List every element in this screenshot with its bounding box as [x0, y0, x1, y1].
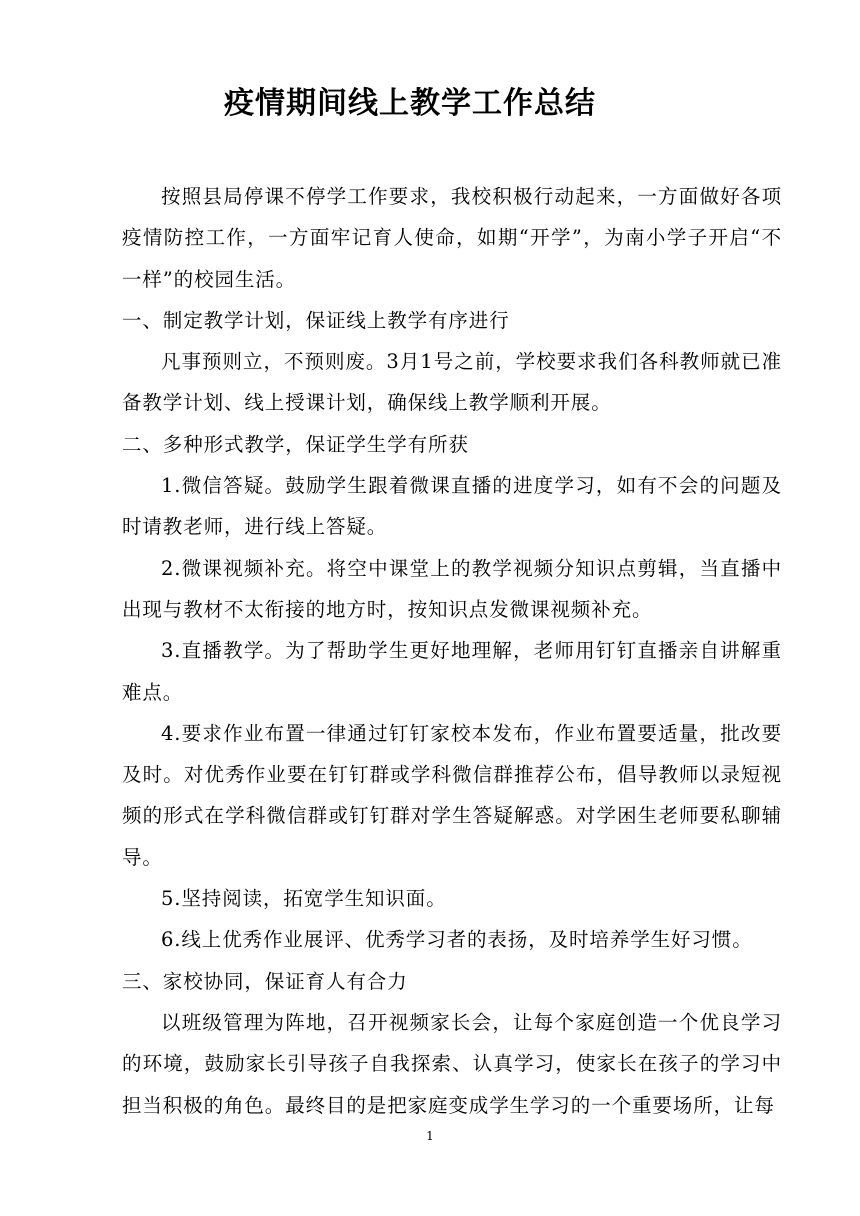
document-body	[122, 176, 782, 1126]
section-2-paragraph-3: 3.直播教学。为了帮助学生更好地理解，老师用钉钉直播亲自讲解重难点。	[122, 639, 782, 704]
section-2-paragraph-2: 2.微课视频补充。将空中课堂上的教学视频分知识点剪辑，当直播中出现与教材不太衔接的地方时，按知识点发微课视频补充。	[122, 556, 782, 621]
section-3-heading: 三、家校协同，保证育人有合力	[122, 969, 408, 993]
section-2-paragraph-1: 1.微信答疑。鼓励学生跟着微课直播的进度学习，如有不会的问题及时请教老师，进行线上答疑。	[122, 474, 782, 539]
page-number: 1	[426, 1129, 434, 1143]
document-title: 疫情期间线上教学工作总结	[224, 86, 596, 121]
section-3-paragraph-1: 以班级管理为阵地，召开视频家长会，让每个家庭创造一个优良学习的环境，鼓励家长引导孩子自我探索、认真学习，使家长在孩子的学习中担当积极的角色。最终目的是把家庭变成学生学习的一个重要场所，让每	[122, 1010, 782, 1117]
section-1-heading: 一、制定教学计划，保证线上教学有序进行	[122, 308, 510, 332]
section-2-paragraph-5: 5.坚持阅读，拓宽学生知识面。	[161, 887, 447, 911]
intro-paragraph: 按照县局停课不停学工作要求，我校积极行动起来，一方面做好各项疫情防控工作，一方面牢记育人使命，如期“开学”，为南小学子开启“不一样”的校园生活。	[122, 185, 782, 291]
section-2-paragraph-4: 4.要求作业布置一律通过钉钉家校本发布，作业布置要适量，批改要及时。对优秀作业要在钉钉群或学科微信群推荐公布，倡导教师以录短视频的形式在学科微信群或钉钉群对学生答疑解惑。对学困生老师要私聊辅导。	[122, 721, 782, 869]
section-2-heading: 二、多种形式教学，保证学生学有所获	[122, 432, 469, 456]
section-1-paragraph-1: 凡事预则立，不预则废。3月1号之前，学校要求我们各科教师就已准备教学计划、线上授课计划，确保线上教学顺利开展。	[122, 350, 782, 415]
section-2-paragraph-6: 6.线上优秀作业展评、优秀学习者的表扬，及时培养学生好习惯。	[161, 928, 753, 952]
